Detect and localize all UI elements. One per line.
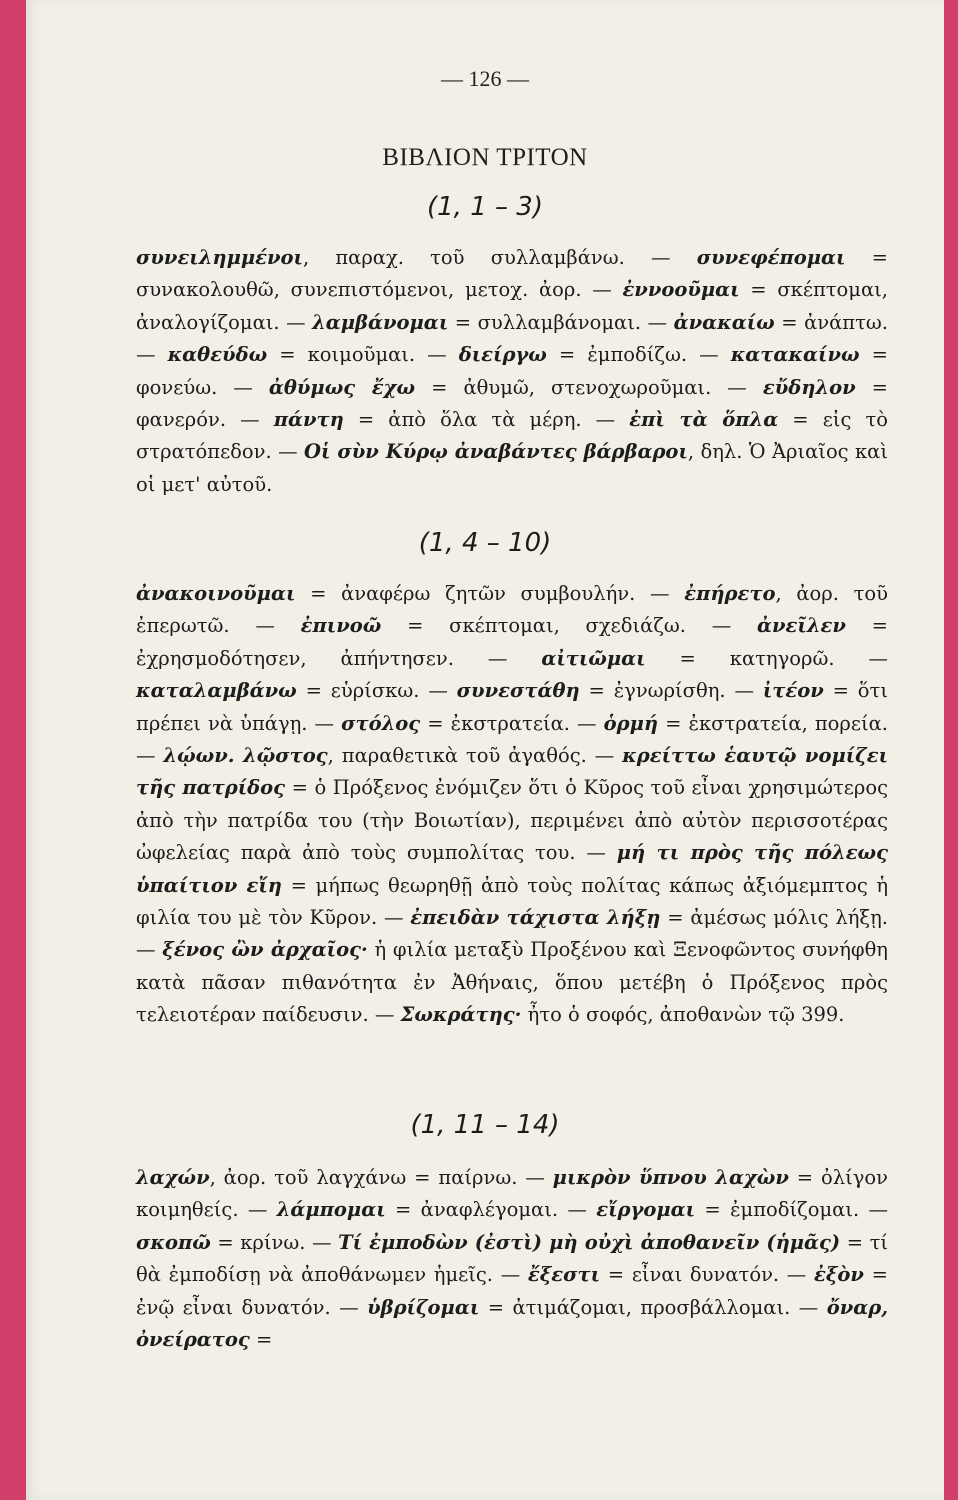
entry-definition: = ἐγνωρίσθη. —: [579, 679, 763, 703]
entry-definition: = εὑρίσκω. —: [296, 679, 457, 703]
book-page: [26, 0, 944, 1500]
entry-definition: ἦτο ὁ σοφός, ἀποθανὼν τῷ 399.: [521, 1003, 845, 1027]
entry-term: μή τι πρὸς τῆς πόλεως ὑπαίτιον εἴη: [136, 841, 888, 897]
section-text-1: [136, 242, 888, 512]
entry-definition: = ἐμποδίζω. —: [546, 343, 731, 367]
entry-definition: = ἀναφέρω ζητῶν συμβουλήν. —: [295, 582, 685, 605]
entry-definition: = ἀνάπτω. —: [136, 310, 888, 367]
entry-term: ἀνεῖλεν: [757, 614, 846, 638]
entry-term: συνεστάθη: [456, 679, 580, 703]
entry-definition: = εἶναι δυνατόν. —: [600, 1263, 814, 1287]
entry-term: κατακαίνω: [730, 343, 860, 367]
entry-definition: , δηλ. Ὁ Ἀριαῖος καὶ οἱ μετ' αὐτοῦ.: [136, 440, 888, 496]
entry-definition: = φονεύω. —: [136, 343, 888, 399]
entry-definition: , ἀορ. τοῦ ἐπερωτῶ. —: [136, 582, 888, 638]
entry-definition: = κατηγορῶ. —: [645, 646, 888, 670]
section-text-2: [136, 578, 888, 1098]
entry-definition: = ἐμποδίζομαι. —: [695, 1198, 888, 1222]
entry-term: ὁρμή: [603, 711, 659, 735]
entry-term: ἰτέον: [762, 679, 824, 703]
entry-definition: = ἐκστρατεία. —: [420, 711, 604, 735]
entry-term: ἀνακοινοῦμαι: [136, 582, 296, 605]
entry-term: ἐπήρετο: [684, 582, 776, 605]
entry-definition: = ἐνῷ εἶναι δυνατόν. —: [136, 1263, 888, 1319]
entry-term: ἔξεστι: [527, 1263, 601, 1287]
entry-definition: , παραχ. τοῦ συλλαμβάνω. —: [302, 246, 697, 269]
entry-term: λαμβάνομαι: [312, 310, 449, 334]
entry-term: πάντη: [273, 408, 344, 432]
entry-definition: = ἀμέσως μόλις λήξῃ. —: [136, 906, 889, 962]
entry-definition: = κρίνω. —: [210, 1230, 339, 1254]
entry-definition: = ὀλίγον κοιμηθείς. —: [136, 1166, 888, 1222]
entry-term: κρείττω ἑαυτῷ νομίζει τῆς πατρίδος: [136, 744, 889, 800]
entry-term: συνειλημμένοι: [136, 246, 303, 269]
entry-definition: , ἀορ. τοῦ λαγχάνω = παίρνω. —: [209, 1166, 553, 1189]
entry-definition: ἡ φιλία μεταξὺ Προξένου καὶ Ξενοφῶντος συνήφθη κατὰ πᾶσαν πιθανότητα ἐν Ἀθήναις, ὅπου μετέβη ὁ Πρόξενος πρὸς τελειοτέραν παίδευσιν. —: [136, 938, 888, 1027]
entry-definition: = σκέπτομαι, σχεδιάζω. —: [381, 614, 757, 638]
book-title: ΒΙΒΛΙΟΝ ΤΡΙΤΟΝ: [382, 144, 588, 171]
entry-term: εἴργομαι: [596, 1198, 696, 1222]
entry-term: στόλος: [341, 711, 421, 735]
entry-term: εὔδηλον: [762, 375, 856, 399]
entry-term: συνεφέπομαι: [696, 246, 846, 269]
entry-term: διείργω: [458, 343, 547, 367]
entry-term: ἐννοοῦμαι: [622, 278, 740, 302]
section-heading-1: (1, 1 – 3): [427, 192, 543, 222]
entry-term: λάμπομαι: [276, 1198, 386, 1222]
section-heading-2: (1, 4 – 10): [418, 528, 552, 558]
entry-definition: = μήπως θεωρηθῇ ἀπὸ τοὺς πολίτας κάπως ἀξιόμεμπτος ἡ φιλία του μὲ τὸν Κῦρον. —: [136, 873, 888, 930]
entry-definition: = κοιμοῦμαι. —: [267, 343, 459, 367]
entry-term: λῴων. λῷστος: [163, 744, 328, 768]
entry-term: Οἱ σὺν Κύρῳ ἀναβάντες βάρβαροι: [303, 440, 688, 464]
section-heading-3: (1, 11 – 14): [410, 1110, 560, 1140]
entry-definition: = ἀτιμάζομαι, προσβάλλομαι. —: [479, 1295, 827, 1319]
entry-definition: = ἐχρησμοδότησεν, ἀπήντησεν. —: [136, 614, 888, 670]
entry-definition: =: [249, 1328, 273, 1352]
entry-term: ἐπειδὰν τάχιστα λήξῃ: [410, 906, 661, 930]
entry-definition: = ὅτι πρέπει νὰ ὑπάγῃ. —: [136, 679, 888, 735]
entry-definition: = ἀθυμῶ, στενοχωροῦμαι. —: [415, 375, 763, 399]
entry-term: Τί ἐμποδὼν (ἐστὶ) μὴ οὐχὶ ἀποθανεῖν (ἡμᾶς): [338, 1230, 841, 1254]
entry-definition: = συνακολουθῶ, συνεπιστόμενοι, μετοχ. ἀορ. —: [136, 246, 889, 302]
entry-definition: = τί θὰ ἐμποδίσῃ νὰ ἀποθάνωμεν ἡμεῖς. —: [136, 1230, 889, 1287]
entry-definition: = ἀναφλέγομαι. —: [385, 1198, 597, 1222]
page-number: — 126 —: [441, 66, 529, 91]
entry-term: αἰτιῶμαι: [541, 646, 646, 670]
section-text-3: [136, 1162, 888, 1462]
entry-term: καταλαμβάνω: [136, 679, 297, 703]
entry-definition: = συλλαμβάνομαι. —: [448, 310, 674, 334]
entry-term: ἐπὶ τὰ ὅπλα: [629, 408, 779, 432]
entry-term: σκοπῶ: [136, 1230, 211, 1254]
entry-term: ὑβρίζομαι: [367, 1295, 480, 1319]
entry-definition: = σκέπτομαι, ἀναλογίζομαι. —: [136, 278, 888, 334]
entry-term: λαχών: [136, 1166, 210, 1189]
entry-term: καθεύδω: [167, 343, 268, 367]
entry-definition: , παραθετικὰ τοῦ ἀγαθός. —: [327, 744, 623, 768]
entry-definition: = εἰς τὸ στρατόπεδον. —: [136, 408, 888, 464]
entry-term: ξένος ὢν ἀρχαῖος·: [162, 938, 368, 962]
entry-term: ἐπινοῶ: [300, 614, 382, 638]
entry-term: ἀθύμως ἔχω: [268, 375, 416, 399]
entry-term: ἐξὸν: [814, 1263, 864, 1287]
entry-term: Σωκράτης·: [400, 1003, 522, 1027]
entry-term: ὄναρ, ὀνείρατος: [136, 1295, 888, 1352]
entry-definition: = ἐκστρατεία, πορεία. —: [136, 711, 888, 768]
entry-definition: = ἀπὸ ὅλα τὰ μέρη. —: [343, 408, 630, 432]
entry-definition: = φανερόν. —: [136, 375, 889, 432]
entry-definition: = ὁ Πρόξενος ἐνόμιζεν ὅτι ὁ Κῦρος τοῦ εἶναι χρησιμώτερος ἀπὸ τὴν πατρίδα του (τὴν Βοιωτίαν), περιμένει ἀπὸ αὐτὸν περισσοτέρας ὠφελείας παρὰ ἀπὸ τοὺς συμπολίτας του. —: [136, 776, 888, 865]
entry-term: ἀνακαίω: [673, 310, 775, 334]
entry-term: μικρὸν ὕπνου λαχὼν: [552, 1166, 789, 1189]
